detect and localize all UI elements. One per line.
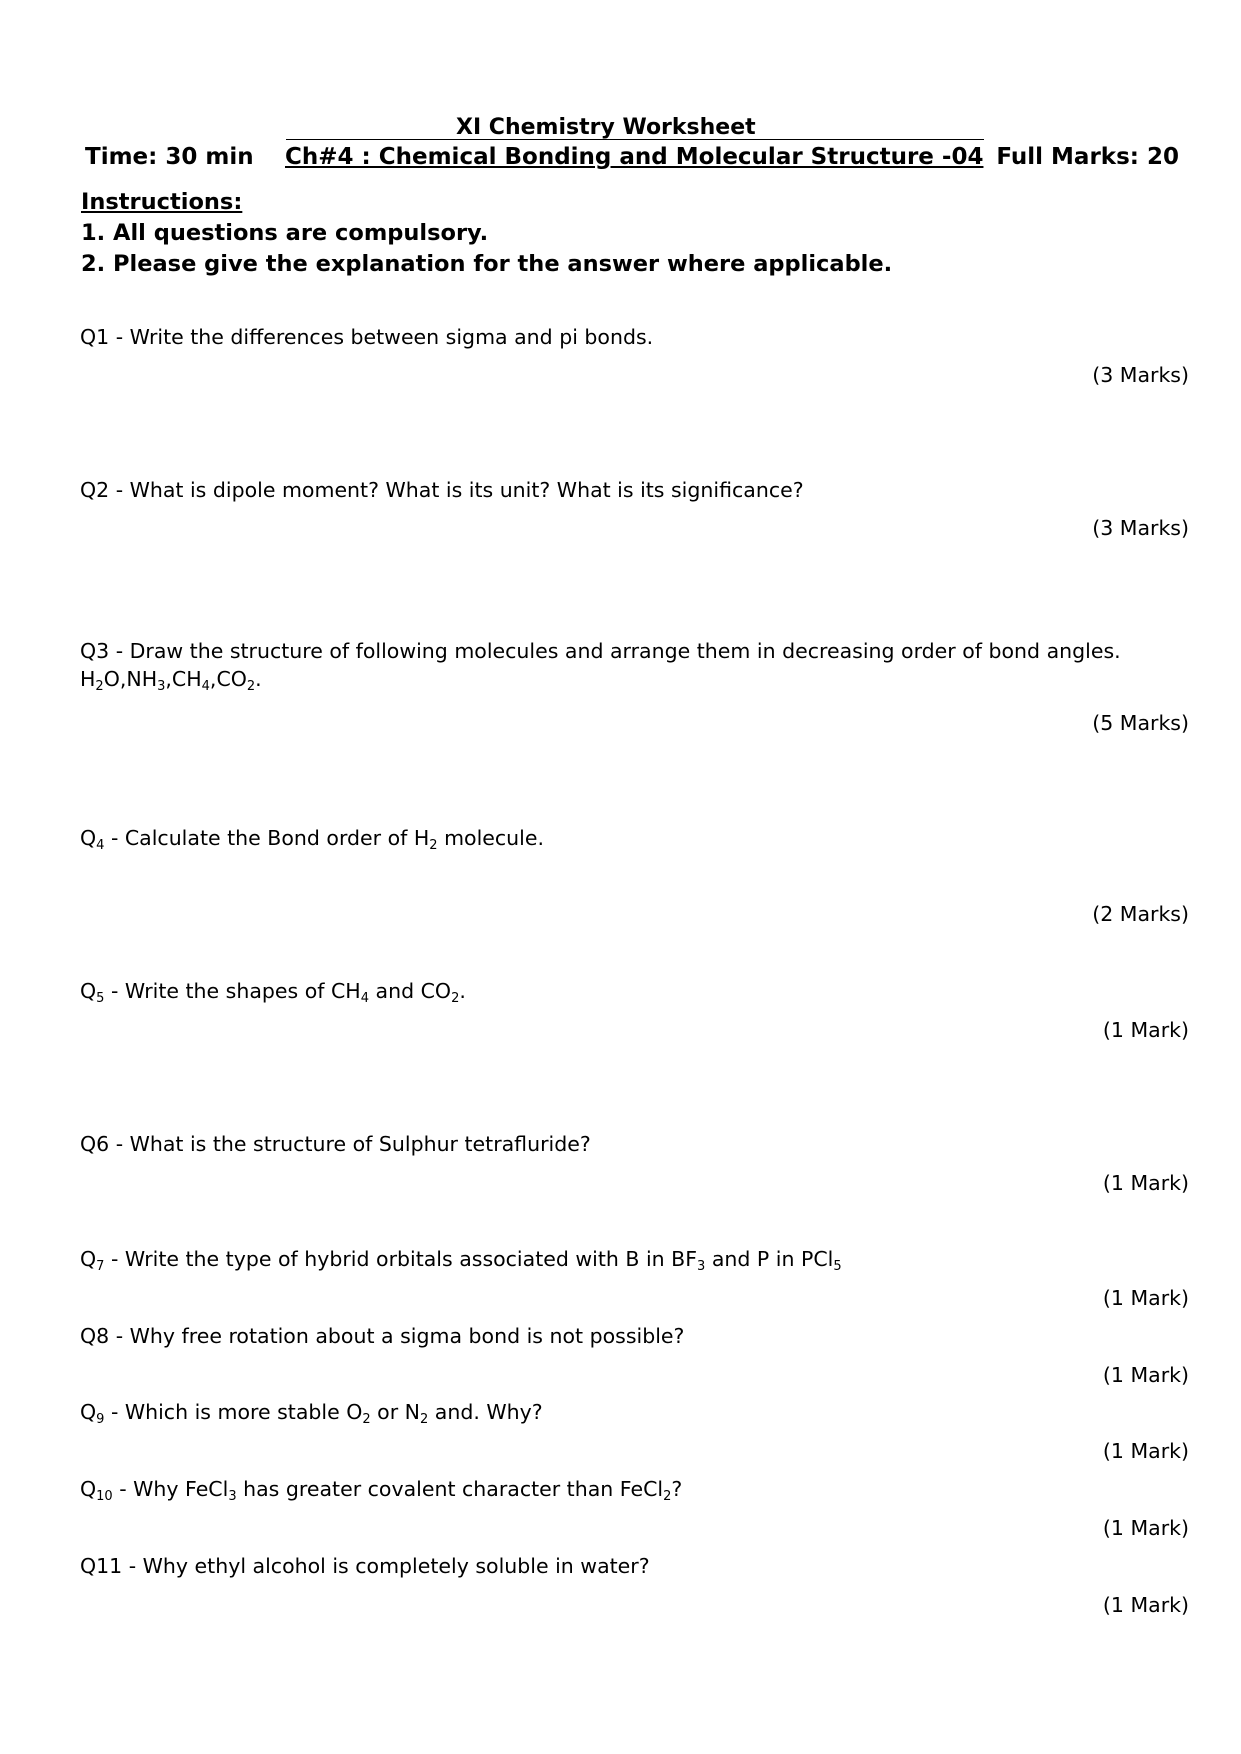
question-8: Q8 - Why free rotation about a sigma bond is not possible? [80,1324,685,1348]
question-1: Q1 - Write the differences between sigma and pi bonds. [80,325,654,349]
question-3-formula: $H_2O,NH_3,CH_4,CO_2$. [80,667,262,694]
title-rule [286,139,984,140]
question-9-marks: (1 Mark) [1102,1439,1189,1463]
instructions-heading: Instructions: [81,189,243,215]
question-5-marks: (1 Mark) [1102,1018,1189,1042]
time-label: Time: 30 min [85,144,254,170]
instruction-item-2: 2. Please give the explanation for the answer where applicable. [81,251,893,277]
instruction-item-1: 1. All questions are compulsory. [81,220,489,246]
question-3: Q3 - Draw the structure of following molecules and arrange them in decreasing order of bond angles. [80,639,1121,663]
question-11-marks: (1 Mark) [1102,1593,1189,1617]
question-10-marks: (1 Mark) [1102,1516,1189,1540]
question-6-marks: (1 Mark) [1102,1171,1189,1195]
question-1-marks: (3 Marks) [1092,363,1189,387]
question-7: $Q_7$ - Write the type of hybrid orbitals associated with B in $BF_3$ and P in PCl$_5$ [80,1247,842,1274]
worksheet-title: XI Chemistry Worksheet [456,115,756,140]
chapter-title: Ch#4 : Chemical Bonding and Molecular Structure -04 [285,144,984,170]
question-4-marks: (2 Marks) [1092,902,1189,926]
question-7-marks: (1 Mark) [1102,1286,1189,1310]
question-2: Q2 - What is dipole moment? What is its unit? What is its significance? [80,478,804,502]
full-marks-label: Full Marks: 20 [996,144,1179,170]
question-8-marks: (1 Mark) [1102,1363,1189,1387]
question-5: $Q_5$ - Write the shapes of $CH_4$ and $CO_2$. [80,979,466,1006]
question-9: $Q_9$ - Which is more stable $O_2$ or $N_2$ and. Why? [80,1400,543,1427]
question-2-marks: (3 Marks) [1092,516,1189,540]
question-10: $Q_{10}$ - Why FeCl$_3$ has greater covalent character than FeCl$_2$? [80,1477,683,1504]
question-3-marks: (5 Marks) [1092,711,1189,735]
question-11: Q11 - Why ethyl alcohol is completely soluble in water? [80,1554,650,1578]
question-4: $Q_4$ - Calculate the Bond order of $H_2$ molecule. [80,826,544,853]
question-6: Q6 - What is the structure of Sulphur tetrafluride? [80,1132,591,1156]
